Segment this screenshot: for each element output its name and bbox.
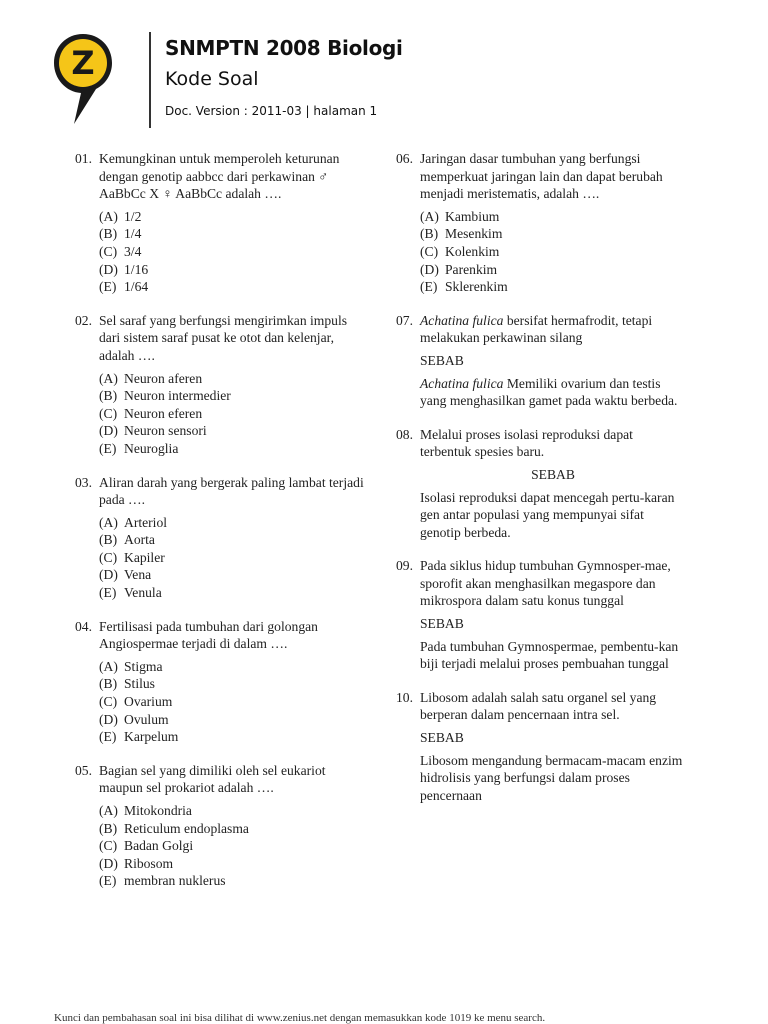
option-a [420, 208, 686, 226]
option-label: (B) [99, 532, 118, 548]
question-text: Fertilisasi pada tumbuhan dari golongan Angiospermae terjadi di dalam …. [99, 618, 318, 652]
option-label: (A) [99, 514, 118, 530]
option-label: (B) [99, 676, 118, 692]
question-number: 07. [396, 312, 413, 328]
option-a [99, 370, 365, 388]
option-e [99, 440, 365, 458]
option-label: (B) [99, 820, 118, 836]
question-number: 03. [75, 474, 92, 490]
option-list [99, 802, 365, 890]
option-text: Sklerenkim [445, 279, 508, 295]
sebab-label: SEBAB [531, 466, 575, 482]
question-text: Libosom adalah salah satu organel sel yang berperan dalam pencernaan intra sel. [420, 689, 657, 723]
option-label: (C) [99, 243, 118, 259]
option-text: 1/64 [124, 279, 149, 295]
question-text: Sel saraf yang berfungsi mengirimkan impuls dari sistem saraf pusat ke otot dan kelenjar, adalah …. [99, 312, 348, 363]
option-d [99, 855, 365, 873]
option-list [99, 514, 365, 602]
option-label: (C) [99, 405, 118, 421]
option-text: Neuron intermedier [124, 388, 231, 404]
option-text: Ribosom [124, 855, 174, 871]
option-a [99, 514, 365, 532]
option-b [420, 225, 686, 243]
question-number: 10. [396, 689, 413, 705]
option-text: Ovulum [124, 711, 169, 727]
option-text: 1/2 [124, 208, 142, 224]
question-number: 06. [396, 151, 413, 166]
option-label: (C) [99, 694, 118, 710]
page-footer: Kunci dan pembahasan soal ini bisa dilihat di www.zenius.net dengan memasukkan kode 1019 ke menu search. [54, 1012, 546, 1024]
option-label: (A) [99, 208, 118, 224]
option-c [99, 549, 365, 567]
option-label: (C) [420, 243, 439, 259]
reason-text-rest: Memiliki ovarium dan testis yang menghasilkan gamet pada waktu berbeda. [420, 375, 678, 409]
option-d [99, 261, 365, 279]
reason-text: Isolasi reproduksi dapat mencegah pertu-karan gen antar populasi yang mempunyai sifat genotip berbeda. [420, 489, 675, 540]
option-label: (D) [99, 423, 118, 439]
option-label: (D) [99, 567, 118, 583]
option-label: (E) [99, 873, 117, 889]
option-e [99, 728, 365, 746]
option-c [99, 405, 365, 423]
option-text: Aorta [124, 532, 155, 548]
option-label: (D) [420, 261, 439, 277]
option-text: Stigma [124, 658, 163, 674]
page-subtitle: Kode Soal [165, 68, 259, 90]
sebab-label: SEBAB [420, 352, 464, 368]
option-b [99, 820, 365, 838]
sebab-label: SEBAB [420, 730, 464, 746]
option-e [99, 278, 365, 296]
option-label: (C) [99, 838, 118, 854]
option-text: Mesenkim [445, 226, 503, 242]
option-text: Arteriol [124, 514, 168, 530]
zenius-logo-icon [52, 32, 114, 128]
question-number: 01. [75, 151, 92, 166]
question-10 [396, 689, 686, 805]
option-e [99, 872, 365, 890]
option-text: 3/4 [124, 243, 142, 259]
option-d [99, 566, 365, 584]
option-e [99, 584, 365, 602]
question-text [420, 312, 686, 347]
sebab-label: SEBAB [420, 616, 464, 632]
option-label: (A) [99, 370, 118, 386]
question-02 [75, 312, 365, 458]
option-list [420, 208, 686, 296]
question-text: Pada siklus hidup tumbuhan Gymnosper-mae, sporofit akan menghasilkan megaspore dan mikrospora dalam satu konus tunggal [420, 558, 671, 609]
option-text: Neuron eferen [124, 405, 203, 421]
reason-text: Pada tumbuhan Gymnospermae, pembentu-kan biji terjadi melalui proses pembuahan tunggal [420, 638, 679, 672]
question-text: Jaringan dasar tumbuhan yang berfungsi memperkuat jaringan lain dan dapat berubah menjadi meristematis, adalah …. [420, 151, 663, 202]
reason-text: Libosom mengandung bermacam-macam enzim hidrolisis yang berfungsi dalam proses pencernaan [420, 752, 683, 803]
option-text: Badan Golgi [124, 838, 194, 854]
option-a [99, 658, 365, 676]
option-label: (D) [99, 261, 118, 277]
question-number: 09. [396, 558, 413, 574]
question-06 [396, 150, 686, 296]
option-label: (C) [99, 549, 118, 565]
question-number: 08. [396, 426, 413, 442]
option-label: (B) [420, 226, 439, 242]
option-label: (A) [99, 658, 118, 674]
option-text: Kapiler [124, 549, 165, 565]
option-b [99, 225, 365, 243]
question-text: Aliran darah yang bergerak paling lambat terjadi pada …. [99, 474, 364, 508]
option-label: (D) [99, 711, 118, 727]
option-label: (B) [99, 388, 118, 404]
question-text: Melalui proses isolasi reproduksi dapat terbentuk spesies baru. [420, 426, 633, 460]
option-text: Neuroglia [124, 440, 179, 456]
page-title: SNMPTN 2008 Biologi [165, 36, 403, 60]
option-label: (E) [420, 279, 438, 295]
svg-text:Z: Z [71, 44, 95, 82]
species-name: Achatina fulica [420, 312, 504, 328]
doc-version: Doc. Version : 2011-03 | halaman 1 [165, 104, 378, 118]
question-05 [75, 762, 365, 890]
option-text: Kolenkim [445, 243, 500, 259]
option-label: (E) [99, 440, 117, 456]
option-d [99, 711, 365, 729]
option-a [99, 208, 365, 226]
document-header [0, 0, 768, 130]
option-text: Neuron sensori [124, 423, 207, 439]
option-list [99, 658, 365, 746]
option-label: (A) [99, 803, 118, 818]
option-text: Vena [124, 567, 152, 583]
option-list [99, 370, 365, 458]
option-c [99, 693, 365, 711]
option-list [99, 208, 365, 296]
option-c [99, 243, 365, 261]
option-b [99, 675, 365, 693]
option-label: (B) [99, 226, 118, 242]
option-d [420, 261, 686, 279]
option-text: 1/4 [124, 226, 142, 242]
reason-text [420, 375, 686, 410]
question-number: 04. [75, 618, 92, 634]
option-label: (D) [99, 855, 118, 871]
option-text: Reticulum endoplasma [124, 820, 249, 836]
question-04 [75, 618, 365, 746]
option-text: Ovarium [124, 694, 173, 710]
question-text: Kemungkinan untuk memperoleh keturunan dengan genotip aabbcc dari perkawinan ♂ AaBbCc X ♀ AaBbCc adalah …. [99, 151, 340, 202]
option-label: (E) [99, 729, 117, 745]
option-label: (A) [420, 208, 439, 224]
option-c [420, 243, 686, 261]
option-a [99, 802, 365, 820]
option-c [99, 837, 365, 855]
option-text: Stilus [124, 676, 155, 692]
question-03 [75, 474, 365, 602]
option-text: Neuron aferen [124, 370, 203, 386]
option-text: Parenkim [445, 261, 498, 277]
question-number: 05. [75, 762, 92, 778]
right-column [396, 150, 686, 820]
option-text: Kambium [445, 208, 500, 224]
question-08 [396, 426, 686, 542]
left-column [75, 150, 365, 906]
option-text: Karpelum [124, 729, 179, 745]
option-e [420, 278, 686, 296]
option-b [99, 387, 365, 405]
option-text: 1/16 [124, 261, 149, 277]
question-07 [396, 312, 686, 410]
question-09 [396, 557, 686, 673]
question-number: 02. [75, 312, 92, 328]
species-name: Achatina fulica [420, 375, 504, 391]
option-d [99, 422, 365, 440]
option-label: (E) [99, 585, 117, 601]
header-divider [149, 32, 151, 128]
question-01 [75, 150, 365, 296]
option-text: membran nuklerus [124, 873, 226, 889]
question-text-rest: bersifat hermafrodit, tetapi melakukan perkawinan silang [420, 312, 653, 346]
option-b [99, 531, 365, 549]
question-text: Bagian sel yang dimiliki oleh sel eukariot maupun sel prokariot adalah …. [99, 762, 326, 796]
option-text: Mitokondria [124, 803, 192, 818]
option-label: (E) [99, 279, 117, 295]
option-text: Venula [124, 585, 162, 601]
